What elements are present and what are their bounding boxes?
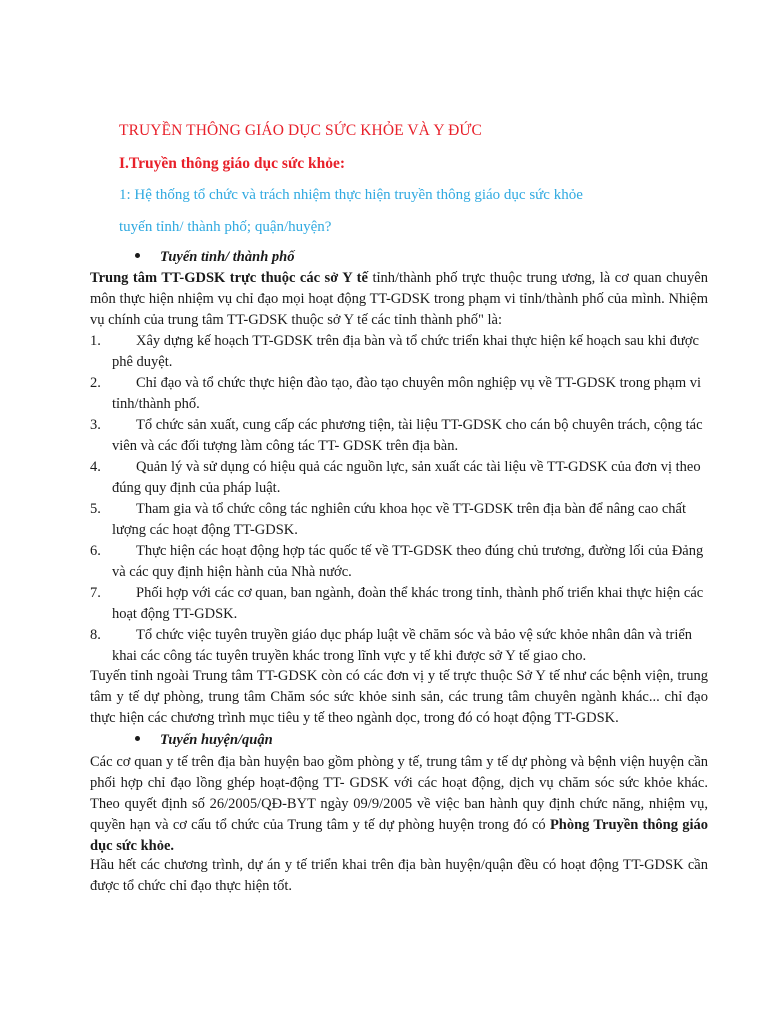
list-item-text: Quản lý và sử dụng có hiệu quả các nguồn lực, sản xuất các tài liệu về TT-GDSK của đơn vị theo đúng quy định của pháp luật. — [112, 459, 701, 496]
bullet-heading-district-label: Tuyến huyện/quận — [160, 732, 273, 748]
list-item-number: 8. — [90, 627, 101, 643]
list-item-number: 4. — [90, 459, 101, 475]
question-line-2: tuyến tỉnh/ thành phố; quận/huyện? — [119, 219, 332, 235]
list-item — [90, 415, 708, 457]
list-item-text: Tổ chức sản xuất, cung cấp các phương tiện, tài liệu TT-GDSK cho cán bộ chuyên trách, cộng tác viên và các đối tượng làm công tác TT- GDSK trên địa bàn. — [112, 417, 703, 454]
list-item-text: Tham gia và tổ chức công tác nghiên cứu khoa học về TT-GDSK trên địa bàn để nâng cao chất lượng các hoạt động TT-GDSK. — [112, 501, 687, 538]
list-item-number: 1. — [90, 333, 101, 349]
paragraph-province-units: Tuyến tỉnh ngoài Trung tâm TT-GDSK còn có các đơn vị y tế trực thuộc Sở Y tế như các bệnh viện, trung tâm y tế dự phòng, trung tâm Chăm sóc sức khỏe sinh sản, các trung tâm chuyên ngành khác... chỉ đạo thực hiện các chương trình mục tiêu y tế theo ngành dọc, trong đó có hoạt động TT-GDSK. — [90, 668, 708, 726]
document-title: TRUYỀN THÔNG GIÁO DỤC SỨC KHỎE VÀ Y ĐỨC — [119, 122, 482, 139]
list-item-text: Phối hợp với các cơ quan, ban ngành, đoàn thể khác trong tỉnh, thành phố triển khai thực hiện các hoạt động TT-GDSK. — [112, 585, 704, 622]
list-item-text: Tổ chức việc tuyên truyền giáo dục pháp luật về chăm sóc và bảo vệ sức khỏe nhân dân và triển khai các công tác tuyên truyền khác trong lĩnh vực y tế khi được sở Y tế giao cho. — [112, 627, 693, 664]
list-item — [90, 625, 708, 667]
paragraph-province-center — [90, 268, 708, 331]
list-item-number: 5. — [90, 501, 101, 517]
list-item — [90, 541, 708, 583]
list-item — [90, 583, 708, 625]
paragraph-rest: tỉnh/thành phố trực thuộc trung ương, là cơ quan chuyên môn thực hiện nhiệm vụ chỉ đạo mọi hoạt động TT-GDSK trong phạm vi tỉnh/thành phố của mình. Nhiệm vụ chính của trung tâm TT-GDSK thuộc sở Y tế các tỉnh thành phố" là: — [90, 270, 708, 328]
paragraph-district-programs: Hầu hết các chương trình, dự án y tế triển khai trên địa bàn huyện/quận đều có hoạt động TT-GDSK cần được tổ chức chỉ đạo thực hiện tốt. — [90, 857, 708, 894]
list-item-number: 7. — [90, 585, 101, 601]
list-item-number: 3. — [90, 417, 101, 433]
list-item-text: Xây dựng kế hoạch TT-GDSK trên địa bàn và tổ chức triển khai thực hiện kế hoạch sau khi được phê duyệt. — [112, 333, 699, 370]
list-item-text: Thực hiện các hoạt động hợp tác quốc tế về TT-GDSK theo đúng chủ trương, đường lối của Đảng và các quy định hiện hành của Nhà nước. — [112, 543, 704, 580]
bullet-heading-province-label: Tuyến tỉnh/ thành phố — [160, 249, 295, 265]
list-item — [90, 373, 708, 415]
list-item-text: Chỉ đạo và tổ chức thực hiện đào tạo, đào tạo chuyên môn nghiệp vụ về TT-GDSK trong phạm vi tỉnh/thành phố. — [112, 375, 701, 412]
bullet-dot-icon — [135, 253, 140, 258]
paragraph-district-agencies — [90, 752, 708, 857]
question-line-1: 1: Hệ thống tổ chức và trách nhiệm thực hiện truyền thông giáo dục sức khỏe — [119, 187, 583, 203]
paragraph-strong: Phòng Truyền thông giáo dục sức khỏe. — [90, 817, 709, 854]
bullet-heading-district — [135, 732, 273, 749]
list-item — [90, 331, 708, 373]
bullet-heading-province — [135, 249, 294, 266]
list-item-number: 2. — [90, 375, 101, 391]
task-list — [90, 331, 708, 667]
list-item-number: 6. — [90, 543, 101, 559]
list-item — [90, 499, 708, 541]
paragraph-lead: Trung tâm TT-GDSK trực thuộc các sở Y tế — [90, 270, 368, 286]
section-heading: I.Truyền thông giáo dục sức khỏe: — [119, 155, 346, 172]
paragraph-text: Các cơ quan y tế trên địa bàn huyện bao gồm phòng y tế, trung tâm y tế dự phòng và bệnh viện huyện cần phối hợp chỉ đạo lồng ghép hoạt-động TT- GDSK với các hoạt động, dịch vụ chăm sóc sức khỏe khác. Theo quyết định số 26/2005/QĐ-BYT ngày 09/9/2005 về việc ban hành quy định chức năng, nhiệm vụ, quyền hạn và cơ cấu tổ chức của Trung tâm y tế dự phòng huyện trong đó có — [90, 754, 708, 833]
list-item — [90, 457, 708, 499]
bullet-dot-icon — [135, 736, 140, 741]
